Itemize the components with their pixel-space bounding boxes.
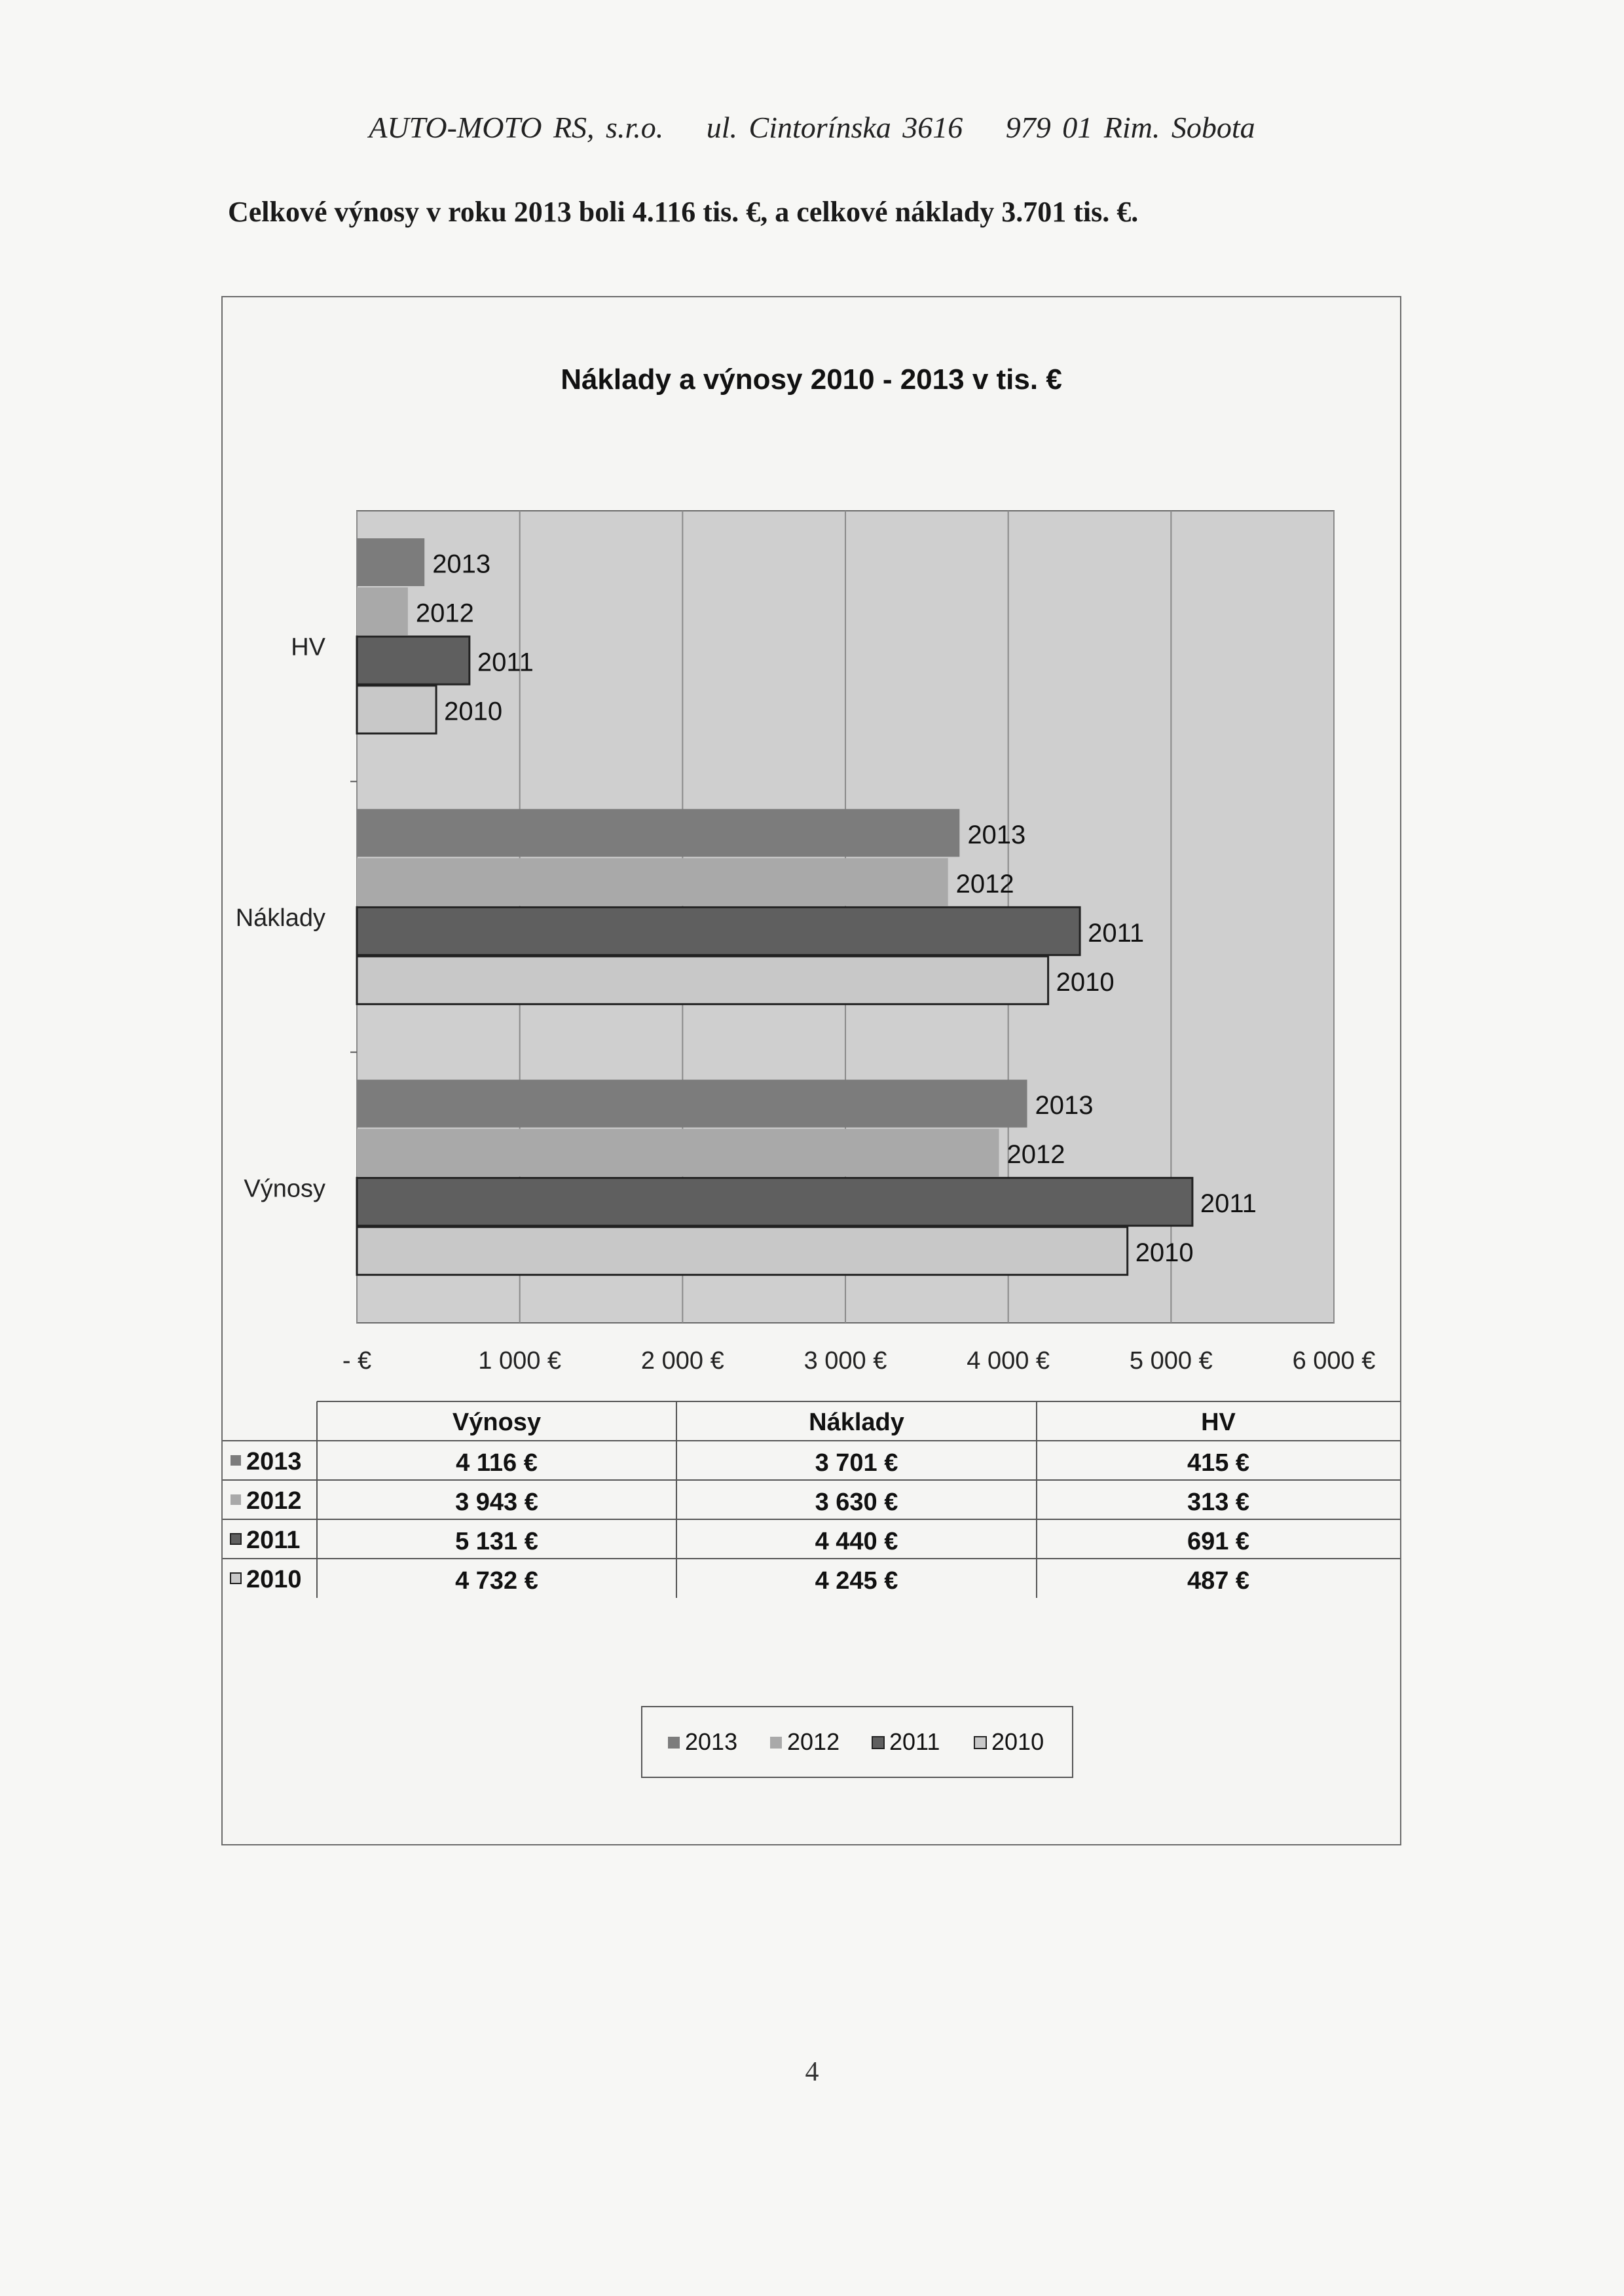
legend-key-2011: [872, 1737, 884, 1749]
bar-Výnosy-2010: [357, 1227, 1128, 1275]
x-tick-label-6: 6 000 €: [1292, 1347, 1376, 1375]
chart-title: Náklady a výnosy 2010 - 2013 v tis. €: [561, 363, 1062, 396]
bar-label-Výnosy-2013: 2013: [1035, 1091, 1094, 1120]
table-header-2: HV: [1201, 1409, 1236, 1436]
bar-HV-2012: [357, 587, 408, 635]
bar-Náklady-2013: [357, 809, 959, 857]
category-label-0: HV: [291, 633, 325, 661]
chart-svg: [223, 297, 1400, 1844]
table-header-0: Výnosy: [452, 1409, 542, 1436]
table-cell-2013-0: 4 116 €: [456, 1449, 538, 1477]
bar-HV-2010: [357, 686, 436, 733]
table-key-2011: [231, 1534, 241, 1544]
bar-Výnosy-2011: [357, 1178, 1192, 1226]
table-key-2012: [231, 1494, 241, 1505]
x-tick-label-3: 3 000 €: [803, 1347, 887, 1375]
intro-paragraph: Celkové výnosy v roku 2013 boli 4.116 tis. €, a celkové náklady 3.701 tis. €.: [228, 196, 1139, 228]
legend-label-2010: 2010: [991, 1728, 1044, 1755]
bar-Náklady-2011: [357, 907, 1080, 955]
x-tick-label-1: 1 000 €: [478, 1347, 562, 1375]
header-company: AUTO-MOTO RS, s.r.o.: [369, 111, 664, 144]
header-city: 979 01 Rim. Sobota: [1005, 111, 1255, 144]
page-header: [0, 110, 1624, 145]
table-cell-2010-1: 4 245 €: [815, 1567, 898, 1595]
bar-Náklady-2010: [357, 956, 1048, 1004]
table-cell-2013-2: 415 €: [1187, 1449, 1250, 1477]
bar-label-Výnosy-2012: 2012: [1006, 1140, 1065, 1170]
bar-Výnosy-2012: [357, 1129, 999, 1177]
table-row-label-2010: 2010: [246, 1566, 302, 1593]
x-tick-label-5: 5 000 €: [1129, 1347, 1213, 1375]
page-number: 4: [805, 2057, 819, 2087]
table-cell-2011-1: 4 440 €: [815, 1528, 898, 1555]
legend-key-2012: [770, 1737, 782, 1749]
table-cell-2012-2: 313 €: [1187, 1489, 1250, 1516]
table-key-2013: [231, 1455, 241, 1466]
x-tick-label-2: 2 000 €: [640, 1347, 724, 1375]
header-street: ul. Cintorínska 3616: [706, 111, 963, 144]
bar-label-Náklady-2011: 2011: [1088, 918, 1145, 948]
category-label-2: Výnosy: [244, 1175, 325, 1203]
table-row-label-2011: 2011: [246, 1527, 301, 1554]
x-tick-label-0: - €: [342, 1347, 372, 1375]
category-label-1: Náklady: [235, 904, 325, 932]
table-row-label-2013: 2013: [246, 1448, 302, 1475]
bar-label-Náklady-2010: 2010: [1056, 967, 1115, 997]
bar-Náklady-2012: [357, 858, 948, 906]
legend-label-2013: 2013: [685, 1728, 738, 1755]
chart-container: [221, 296, 1401, 1845]
bar-label-HV-2010: 2010: [444, 697, 503, 726]
x-tick-label-4: 4 000 €: [967, 1347, 1050, 1375]
bar-label-HV-2012: 2012: [415, 599, 474, 628]
table-cell-2011-2: 691 €: [1187, 1528, 1250, 1555]
table-cell-2013-1: 3 701 €: [815, 1449, 898, 1477]
table-cell-2012-0: 3 943 €: [455, 1489, 538, 1516]
bar-label-Výnosy-2010: 2010: [1135, 1238, 1194, 1268]
bar-label-Náklady-2013: 2013: [967, 820, 1026, 849]
legend-key-2013: [668, 1737, 680, 1749]
table-cell-2012-1: 3 630 €: [815, 1489, 898, 1516]
bar-label-HV-2011: 2011: [477, 648, 534, 677]
bar-label-Výnosy-2011: 2011: [1200, 1189, 1257, 1219]
table-key-2010: [231, 1573, 241, 1583]
table-row-label-2012: 2012: [246, 1487, 302, 1515]
bar-HV-2011: [357, 637, 470, 684]
table-header-1: Náklady: [809, 1409, 904, 1436]
bar-Výnosy-2013: [357, 1080, 1027, 1128]
table-cell-2011-0: 5 131 €: [455, 1528, 538, 1555]
bar-label-HV-2013: 2013: [432, 549, 491, 579]
bar-label-Náklady-2012: 2012: [955, 869, 1014, 898]
bar-HV-2013: [357, 538, 424, 586]
table-cell-2010-0: 4 732 €: [455, 1567, 538, 1595]
table-cell-2010-2: 487 €: [1187, 1567, 1250, 1595]
legend-label-2011: 2011: [889, 1728, 940, 1755]
legend-label-2012: 2012: [787, 1728, 840, 1755]
legend-key-2010: [974, 1737, 986, 1749]
